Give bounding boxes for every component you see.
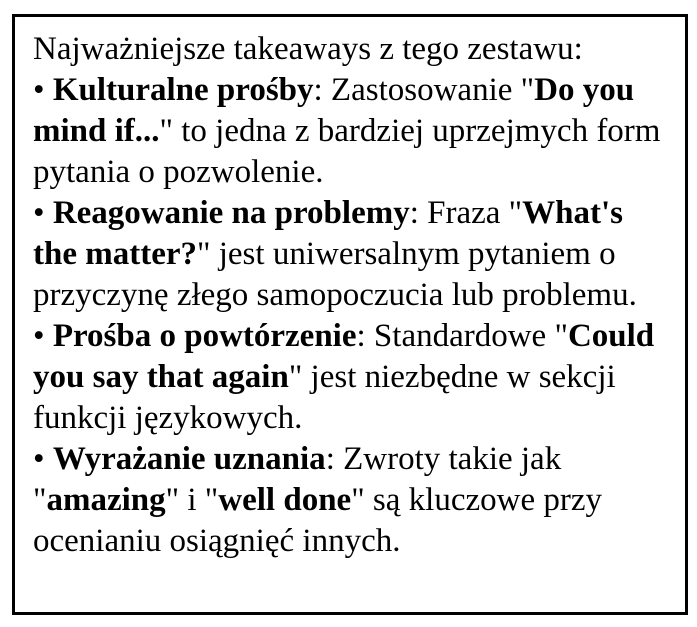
text-segment: " są kluczowe przy ocenianiu osiągnięć innych. [33,482,602,559]
bullet-item [33,193,671,316]
text-segment: " jest niezbędne w sekcji funkcji językowych. [33,359,616,436]
text-segment: " i " [165,482,219,518]
text-segment: amazing [46,482,166,518]
text-segment: : Zwroty takie jak " [33,441,562,518]
text-segment: " to jedna z bardziej uprzejmych form pytania o pozwolenie. [33,113,661,190]
takeaways-box [12,14,688,615]
text-segment: Wyrażanie uznania [52,441,326,477]
text-segment: What's the matter? [33,195,624,272]
text-segment: : Zastosowanie " [313,72,535,108]
text-segment: Kulturalne prośby [52,72,314,108]
intro-line: Najważniejsze takeaways z tego zestawu: [33,31,583,67]
text-segment: : Fraza " [409,195,523,231]
text-segment: well done [218,482,352,518]
bullet-item [33,70,671,193]
bullet-list [33,70,671,562]
text-segment: • [33,318,53,354]
bullet-item [33,439,671,562]
text-segment: Do you mind if... [33,72,635,149]
text-segment: : Standardowe " [356,318,568,354]
text-segment: " jest uniwersalnym pytaniem o przyczynę złego samopoczucia lub problemu. [33,236,637,313]
text-segment: Prośba o powtórzenie [52,318,357,354]
text-segment: • [33,195,53,231]
text-segment: Reagowanie na problemy [52,195,410,231]
text-segment: • [33,441,53,477]
text-segment: • [33,72,53,108]
text-segment: Could you say that again [33,318,655,395]
bullet-item [33,316,671,439]
